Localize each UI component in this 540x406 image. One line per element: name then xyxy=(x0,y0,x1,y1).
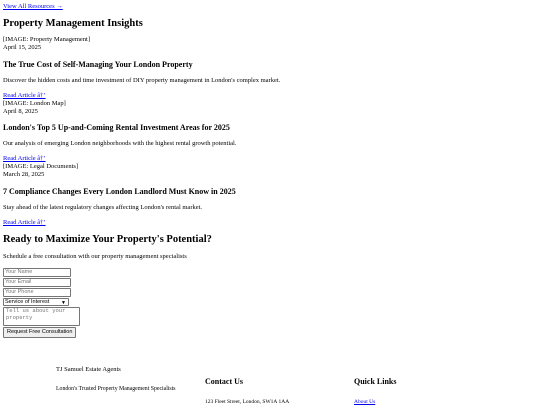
article-image: [IMAGE: London Map] xyxy=(3,99,66,107)
cta-subtitle: Schedule a free consultation with our property management specialists xyxy=(3,252,187,260)
article-excerpt: Stay ahead of the latest regulatory changes affecting London's rental market. xyxy=(3,203,203,211)
article-card xyxy=(3,36,540,100)
article-excerpt: Discover the hidden costs and time investment of DIY property management in London's complex market. xyxy=(3,76,281,84)
article-image: [IMAGE: Property Management] xyxy=(3,36,91,44)
service-select-value: Service of Interest xyxy=(5,299,50,305)
article-card xyxy=(3,100,540,164)
article-title: London's Top 5 Up-and-Coming Rental Investment Areas for 2025 xyxy=(3,123,230,132)
consultation-form xyxy=(3,268,540,338)
phone-field[interactable]: Your Phone xyxy=(3,288,71,297)
quick-links-heading: Quick Links xyxy=(354,377,397,386)
read-article-link[interactable]: Read Article â†’ xyxy=(3,155,46,163)
article-date: April 15, 2025 xyxy=(3,44,42,52)
contact-heading: Contact Us xyxy=(205,377,243,386)
chevron-down-icon: ▼ xyxy=(61,300,66,306)
footer-tagline: London's Trusted Property Management Specialists xyxy=(56,386,176,393)
request-consultation-button[interactable]: Request Free Consultation xyxy=(3,327,76,338)
section-title: Property Management Insights xyxy=(3,18,143,30)
footer-quick-links xyxy=(354,377,494,406)
article-title: 7 Compliance Changes Every London Landlord Must Know in 2025 xyxy=(3,186,236,196)
footer-brand xyxy=(56,366,196,393)
article-excerpt: Our analysis of emerging London neighborhoods with the highest rental growth potential. xyxy=(3,140,237,147)
service-select[interactable] xyxy=(3,298,69,306)
article-card xyxy=(3,163,540,227)
logo[interactable]: TJ Samuel Estate Agents xyxy=(56,366,121,373)
view-all-resources-link[interactable]: View All Resources → xyxy=(3,3,63,10)
read-article-link[interactable]: Read Article â†’ xyxy=(3,91,46,99)
email-field[interactable]: Your Email xyxy=(3,278,71,287)
article-image: [IMAGE: Legal Documents] xyxy=(3,163,79,171)
footer-link-about[interactable]: About Us xyxy=(354,399,376,405)
footer-contact xyxy=(205,377,345,406)
article-title: The True Cost of Self-Managing Your London Property xyxy=(3,59,193,69)
cta-title: Ready to Maximize Your Property's Potential? xyxy=(3,233,212,245)
read-article-link[interactable]: Read Article â†’ xyxy=(3,218,46,226)
article-date: March 28, 2025 xyxy=(3,171,45,179)
contact-address: 123 Fleet Street, London, SW1A 1AA xyxy=(205,399,290,405)
name-field[interactable]: Your Name xyxy=(3,268,71,277)
article-date: April 8, 2025 xyxy=(3,107,38,115)
message-field[interactable]: Tell us about your property xyxy=(3,307,80,326)
